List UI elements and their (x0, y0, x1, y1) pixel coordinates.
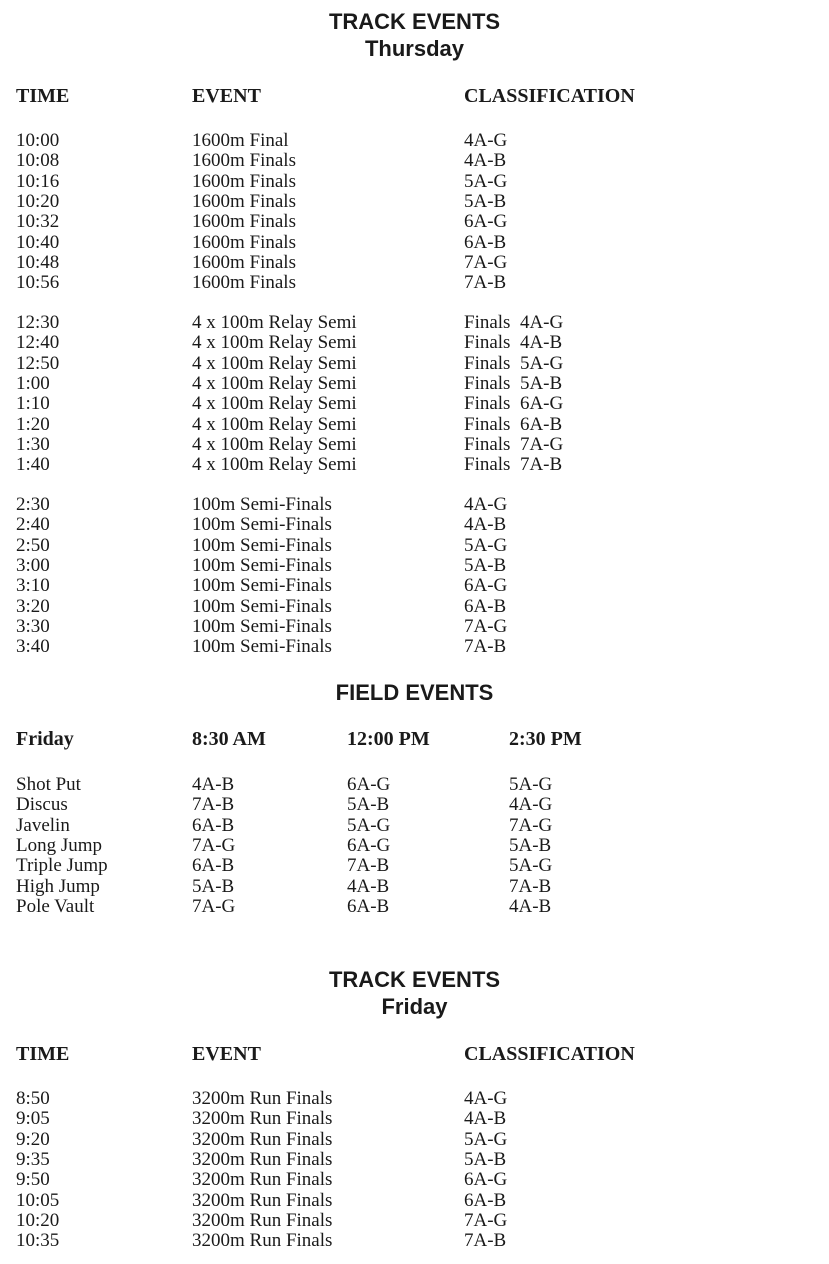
event-cell: 100m Semi-Finals (192, 534, 332, 556)
time-cell: 3:40 (16, 636, 50, 658)
event-cell: 3200m Run Finals (192, 1189, 333, 1211)
slot1-cell: 5A-B (192, 875, 235, 897)
classification-cell: 4A-G (464, 130, 508, 151)
field-events-title: FIELD EVENTS (335, 680, 494, 705)
event-cell: 100m Semi-Finals (192, 494, 332, 515)
time-cell: 12:30 (16, 312, 60, 333)
thursday-event-header: EVENT (192, 85, 261, 107)
event-cell: 3200m Run Finals (192, 1108, 333, 1130)
table-row (0, 836, 829, 856)
slot2-cell: 5A-B (347, 794, 390, 816)
field-slot2-header: 12:00 PM (347, 728, 430, 750)
table-row (0, 415, 829, 435)
table-row (0, 637, 829, 657)
table-row (0, 1170, 829, 1190)
slot1-cell: 6A-B (192, 855, 235, 877)
event-cell: 1600m Final (192, 130, 289, 151)
event-cell: 4 x 100m Relay Semi (192, 332, 357, 354)
table-row (0, 455, 829, 475)
table-row (0, 1191, 829, 1211)
time-cell: 1:30 (16, 433, 50, 455)
slot3-cell: 5A-G (509, 774, 553, 795)
event-cell: 100m Semi-Finals (192, 514, 332, 536)
slot3-cell: 5A-G (509, 855, 553, 877)
table-row (0, 576, 829, 596)
table-row (0, 1211, 829, 1231)
time-cell: 3:30 (16, 615, 50, 637)
event-cell: 100m Semi-Finals (192, 554, 332, 576)
event-cell: 1600m Finals (192, 231, 296, 253)
table-row (0, 273, 829, 293)
event-cell: 3200m Run Finals (192, 1209, 333, 1231)
time-cell: 2:30 (16, 494, 50, 515)
time-cell: 1:20 (16, 413, 50, 435)
slot2-cell: 6A-G (347, 834, 391, 856)
friday-track-subtitle: Friday (381, 994, 448, 1019)
time-cell: 10:35 (16, 1230, 60, 1252)
thursday-classification-header: CLASSIFICATION (464, 85, 635, 107)
classification-cell: 7A-G (464, 251, 508, 273)
table-row (0, 1150, 829, 1170)
event-cell: 3200m Run Finals (192, 1169, 333, 1191)
classification-cell: 4A-G (464, 494, 508, 515)
friday-event-header: EVENT (192, 1043, 261, 1065)
slot3-cell: 4A-B (509, 895, 552, 917)
thursday-track-title: TRACK EVENTS (328, 9, 501, 34)
time-cell: 3:00 (16, 554, 50, 576)
table-row (0, 597, 829, 617)
thursday-time-header: TIME (16, 85, 70, 107)
slot1-cell: 7A-B (192, 794, 235, 816)
friday-track-title: TRACK EVENTS (328, 967, 501, 992)
classification-cell: Finals 7A-G (464, 433, 564, 455)
classification-cell: 6A-B (464, 595, 507, 617)
event-cell: 1600m Finals (192, 150, 296, 172)
event-cell: 3200m Run Finals (192, 1128, 333, 1150)
classification-cell: 7A-B (464, 636, 507, 658)
field-slot1-header: 8:30 AM (192, 728, 266, 750)
classification-cell: Finals 7A-B (464, 454, 563, 476)
table-row (0, 877, 829, 897)
classification-cell: 6A-G (464, 1169, 508, 1191)
table-row (0, 374, 829, 394)
table-row (0, 233, 829, 253)
event-cell: 4 x 100m Relay Semi (192, 352, 357, 374)
time-cell: 9:05 (16, 1108, 50, 1130)
classification-cell: 6A-G (464, 575, 508, 597)
event-cell: 100m Semi-Finals (192, 595, 332, 617)
event-cell: 4 x 100m Relay Semi (192, 454, 357, 476)
event-cell: 1600m Finals (192, 211, 296, 233)
slot3-cell: 5A-B (509, 834, 552, 856)
field-event-cell: Shot Put (16, 774, 81, 795)
event-cell: 3200m Run Finals (192, 1148, 333, 1170)
field-event-cell: Discus (16, 794, 68, 816)
table-row (0, 816, 829, 836)
event-cell: 4 x 100m Relay Semi (192, 413, 357, 435)
time-cell: 12:40 (16, 332, 60, 354)
classification-cell: 5A-G (464, 170, 508, 192)
friday-time-header: TIME (16, 1043, 70, 1065)
event-cell: 4 x 100m Relay Semi (192, 393, 357, 415)
slot3-cell: 7A-B (509, 875, 552, 897)
table-row (0, 1231, 829, 1251)
classification-cell: Finals 6A-G (464, 393, 564, 415)
table-row (0, 394, 829, 414)
table-row (0, 333, 829, 353)
table-row (0, 1130, 829, 1150)
classification-cell: Finals 4A-B (464, 332, 563, 354)
table-row (0, 617, 829, 637)
time-cell: 3:10 (16, 575, 50, 597)
classification-cell: 6A-B (464, 1189, 507, 1211)
table-row (0, 856, 829, 876)
classification-cell: Finals 6A-B (464, 413, 563, 435)
field-event-cell: Triple Jump (16, 855, 108, 877)
time-cell: 3:20 (16, 595, 50, 617)
table-row (0, 253, 829, 273)
event-cell: 1600m Finals (192, 190, 296, 212)
table-row (0, 212, 829, 232)
slot1-cell: 4A-B (192, 774, 235, 795)
slot2-cell: 5A-G (347, 814, 391, 836)
event-cell: 100m Semi-Finals (192, 636, 332, 658)
slot2-cell: 6A-B (347, 895, 390, 917)
table-row (0, 151, 829, 171)
time-cell: 12:50 (16, 352, 60, 374)
time-cell: 10:20 (16, 1209, 60, 1231)
time-cell: 2:40 (16, 514, 50, 536)
event-cell: 1600m Finals (192, 170, 296, 192)
table-row (0, 515, 829, 535)
time-cell: 10:32 (16, 211, 60, 233)
event-cell: 100m Semi-Finals (192, 615, 332, 637)
classification-cell: 5A-G (464, 1128, 508, 1150)
table-row (0, 1089, 829, 1109)
table-row (0, 556, 829, 576)
table-row (0, 131, 829, 151)
event-cell: 1600m Finals (192, 272, 296, 294)
event-cell: 3200m Run Finals (192, 1230, 333, 1252)
time-cell: 1:00 (16, 372, 50, 394)
table-row (0, 897, 829, 917)
slot1-cell: 7A-G (192, 834, 236, 856)
field-event-cell: High Jump (16, 875, 100, 897)
friday-classification-header: CLASSIFICATION (464, 1043, 635, 1065)
table-row (0, 172, 829, 192)
slot2-cell: 4A-B (347, 875, 390, 897)
classification-cell: 7A-B (464, 272, 507, 294)
event-cell: 1600m Finals (192, 251, 296, 273)
event-cell: 100m Semi-Finals (192, 575, 332, 597)
event-cell: 3200m Run Finals (192, 1088, 333, 1109)
field-event-cell: Long Jump (16, 834, 103, 856)
table-row (0, 495, 829, 515)
classification-cell: 6A-G (464, 211, 508, 233)
field-day-header: Friday (16, 728, 74, 750)
time-cell: 10:08 (16, 150, 60, 172)
classification-cell: Finals 4A-G (464, 312, 564, 333)
classification-cell: 5A-G (464, 534, 508, 556)
classification-cell: 6A-B (464, 231, 507, 253)
slot1-cell: 6A-B (192, 814, 235, 836)
classification-cell: Finals 5A-G (464, 352, 564, 374)
thursday-track-subtitle: Thursday (364, 36, 465, 61)
event-cell: 4 x 100m Relay Semi (192, 372, 357, 394)
time-cell: 10:48 (16, 251, 60, 273)
table-row (0, 536, 829, 556)
classification-cell: 5A-B (464, 190, 507, 212)
table-row (0, 795, 829, 815)
time-cell: 9:50 (16, 1169, 50, 1191)
slot1-cell: 7A-G (192, 895, 236, 917)
slot2-cell: 7A-B (347, 855, 390, 877)
field-event-cell: Javelin (16, 814, 70, 836)
time-cell: 8:50 (16, 1088, 50, 1109)
time-cell: 10:00 (16, 130, 60, 151)
time-cell: 1:40 (16, 454, 50, 476)
time-cell: 9:35 (16, 1148, 50, 1170)
classification-cell: 5A-B (464, 554, 507, 576)
classification-cell: 7A-G (464, 1209, 508, 1231)
classification-cell: 4A-B (464, 150, 507, 172)
time-cell: 9:20 (16, 1128, 50, 1150)
classification-cell: 4A-G (464, 1088, 508, 1109)
classification-cell: 7A-G (464, 615, 508, 637)
table-row (0, 1109, 829, 1129)
time-cell: 10:16 (16, 170, 60, 192)
time-cell: 10:40 (16, 231, 60, 253)
time-cell: 10:56 (16, 272, 60, 294)
classification-cell: 4A-B (464, 1108, 507, 1130)
table-row (0, 313, 829, 333)
classification-cell: 4A-B (464, 514, 507, 536)
slot3-cell: 4A-G (509, 794, 553, 816)
time-cell: 10:05 (16, 1189, 60, 1211)
slot2-cell: 6A-G (347, 774, 391, 795)
slot3-cell: 7A-G (509, 814, 553, 836)
event-cell: 4 x 100m Relay Semi (192, 312, 357, 333)
table-row (0, 354, 829, 374)
time-cell: 10:20 (16, 190, 60, 212)
table-row (0, 192, 829, 212)
field-slot3-header: 2:30 PM (509, 728, 582, 750)
classification-cell: Finals 5A-B (464, 372, 563, 394)
classification-cell: 5A-B (464, 1148, 507, 1170)
time-cell: 1:10 (16, 393, 50, 415)
event-cell: 4 x 100m Relay Semi (192, 433, 357, 455)
table-row (0, 775, 829, 795)
table-row (0, 435, 829, 455)
field-event-cell: Pole Vault (16, 895, 95, 917)
time-cell: 2:50 (16, 534, 50, 556)
classification-cell: 7A-B (464, 1230, 507, 1252)
